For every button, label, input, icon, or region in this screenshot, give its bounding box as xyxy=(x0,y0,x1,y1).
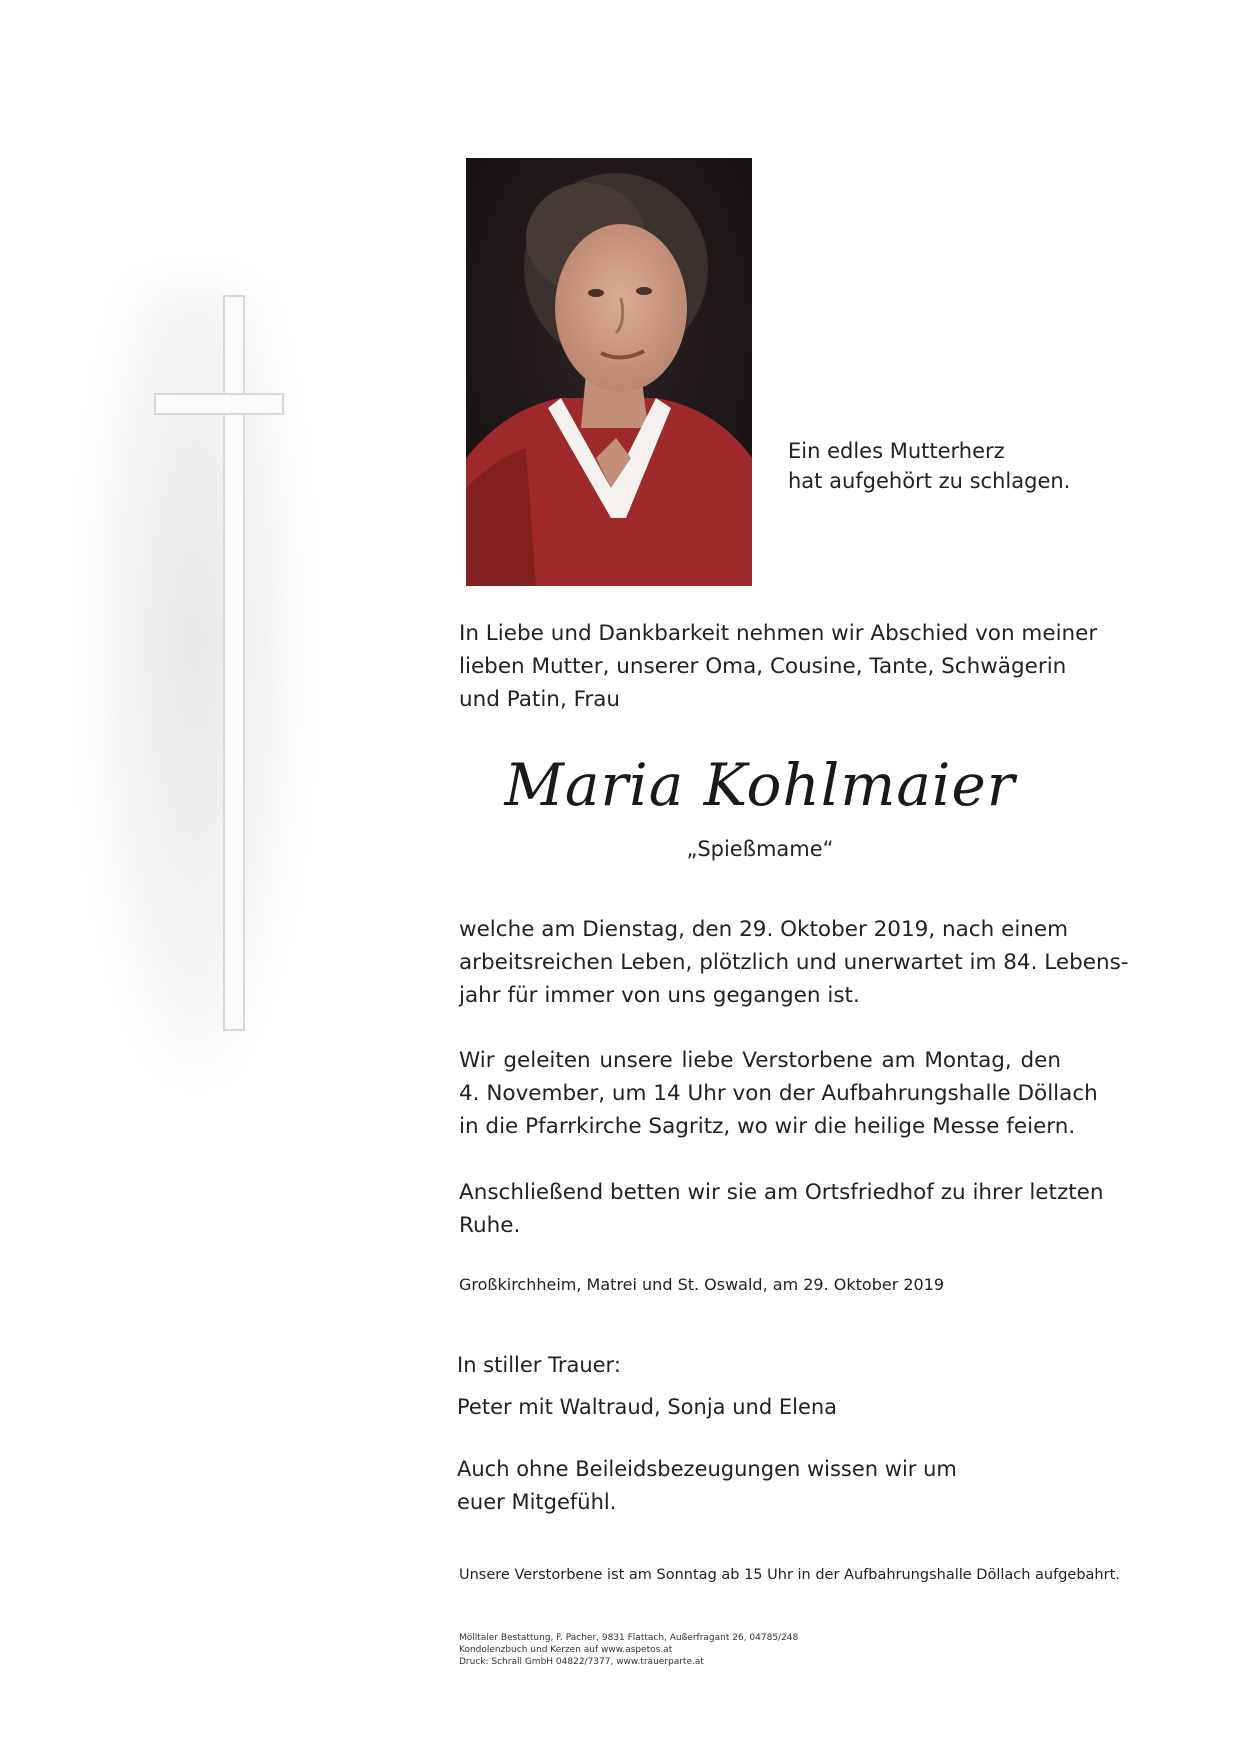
deceased-nickname: „Spießmame“ xyxy=(686,837,834,861)
mourning-label: In stiller Trauer: xyxy=(457,1353,621,1377)
footer-imprint xyxy=(459,1632,798,1668)
text-line: euer Mitgefühl. xyxy=(457,1490,617,1514)
text-line: Anschließend betten wir sie am Ortsfriedhof zu ihrer letzten xyxy=(459,1180,1104,1205)
portrait-illustration xyxy=(466,158,752,586)
funeral-paragraph xyxy=(459,1044,1098,1143)
deceased-name: Maria Kohlmaier xyxy=(504,751,1016,819)
quote-line: hat aufgehört zu schlagen. xyxy=(788,469,1071,493)
mourning-names: Peter mit Waltraud, Sonja und Elena xyxy=(457,1395,838,1419)
text-line: welche am Dienstag, den 29. Oktober 2019, nach einem xyxy=(459,917,1069,942)
text-line: 4. November, um 14 Uhr von der Aufbahrungshalle Döllach xyxy=(459,1081,1098,1106)
intro-paragraph xyxy=(459,617,1098,716)
text-line: jahr für immer von uns gegangen ist. xyxy=(459,983,860,1008)
text-line: In Liebe und Dankbarkeit nehmen wir Abschied von meiner xyxy=(459,621,1098,646)
text-line: Auch ohne Beileidsbezeugungen wissen wir um xyxy=(457,1457,957,1481)
place-date: Großkirchheim, Matrei und St. Oswald, am 29. Oktober 2019 xyxy=(459,1275,945,1294)
footer-line: Mölltaler Bestattung, F. Pacher, 9831 Flattach, Außerfragant 26, 04785/248 xyxy=(459,1633,799,1643)
text-line: arbeitsreichen Leben, plötzlich und unerwartet im 84. Lebens- xyxy=(459,950,1129,975)
footer-line: Kondolenzbuch und Kerzen auf www.aspetos.at xyxy=(459,1645,673,1655)
footer-line: Druck: Schrall GmbH 04822/7377, www.trauerparte.at xyxy=(459,1657,704,1667)
burial-paragraph xyxy=(459,1176,1104,1242)
cross-horizontal-beam xyxy=(154,393,284,415)
memorial-quote xyxy=(788,436,1070,496)
text-line: und Patin, Frau xyxy=(459,687,621,712)
text-line: Wir geleiten unsere liebe Verstorbene am Montag, den xyxy=(459,1048,1061,1073)
text-line: Ruhe. xyxy=(459,1213,521,1238)
quote-line: Ein edles Mutterherz xyxy=(788,439,1005,463)
death-paragraph xyxy=(459,913,1129,1012)
sympathy-note xyxy=(457,1453,957,1519)
cross-icon xyxy=(150,295,286,1031)
text-line: lieben Mutter, unserer Oma, Cousine, Tante, Schwägerin xyxy=(459,654,1067,679)
text-line: in die Pfarrkirche Sagritz, wo wir die heilige Messe feiern. xyxy=(459,1114,1076,1139)
portrait-photo xyxy=(466,158,752,586)
viewing-notice: Unsere Verstorbene ist am Sonntag ab 15 Uhr in der Aufbahrungshalle Döllach aufgebahrt. xyxy=(459,1567,1120,1583)
